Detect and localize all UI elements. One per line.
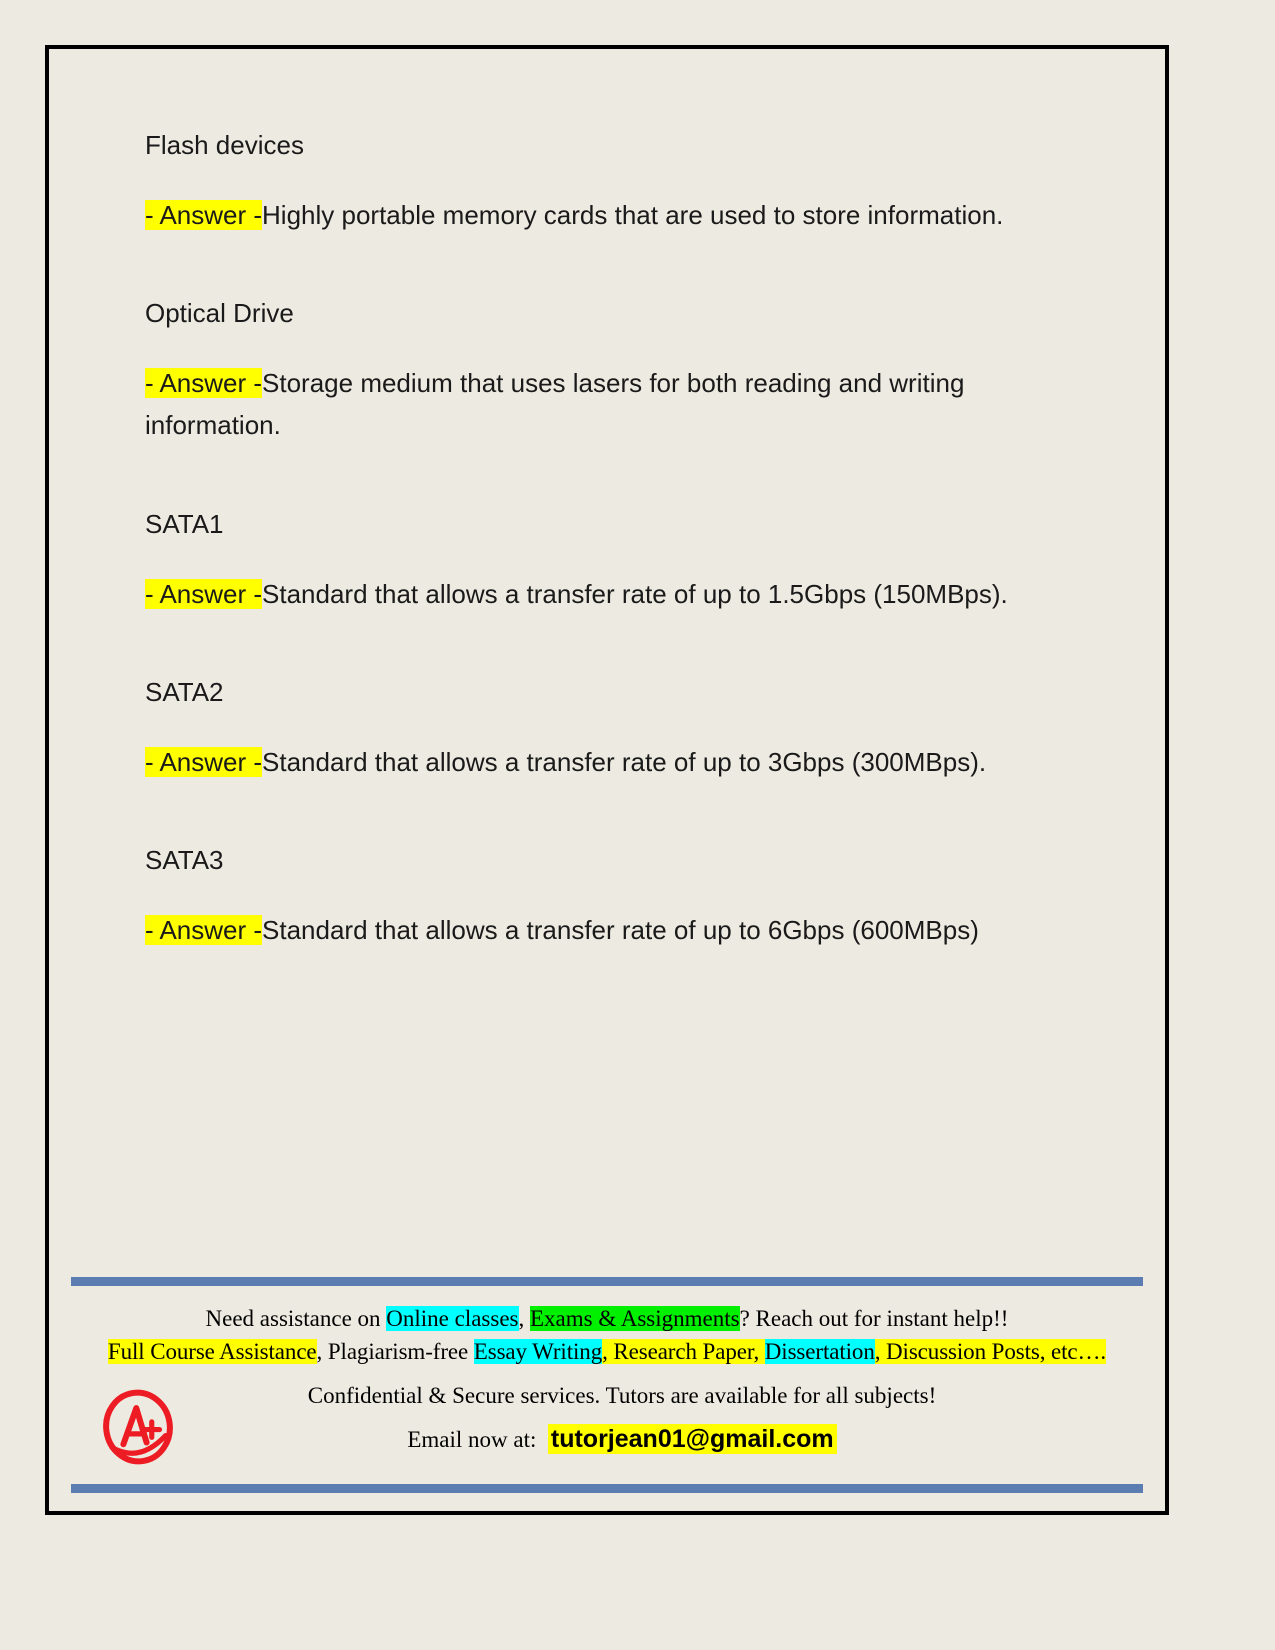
promo-text-lead: Need assistance on [205, 1305, 387, 1331]
promo-text-tail: ? Reach out for instant help!! [739, 1305, 1009, 1331]
term-heading: Flash devices [145, 130, 304, 160]
answer-prefix-highlight: - Answer - [145, 746, 263, 777]
promo-line-1 [49, 1302, 1165, 1335]
qa-entry-flash-devices [145, 124, 1105, 236]
promo-highlight-essay-writing: Essay Writing [473, 1338, 603, 1364]
promo-footer [49, 1277, 1165, 1511]
document-content [145, 124, 1105, 1007]
footer-tagline: Confidential & Secure services. Tutors are available for all subjects! [307, 1383, 937, 1408]
answer-body: Standard that allows a transfer rate of up to 1.5Gbps (150MBps). [262, 578, 1008, 609]
document-page [45, 45, 1169, 1515]
answer-body: Highly portable memory cards that are used to store information. [262, 200, 1004, 231]
footer-email-line [213, 1419, 1031, 1459]
email-label: Email now at: [407, 1426, 537, 1452]
promo-highlight-exams-assignments: Exams & Assignments [530, 1305, 740, 1331]
promo-line-2 [49, 1335, 1165, 1368]
answer-paragraph [145, 573, 1105, 615]
a-plus-grade-icon [95, 1384, 181, 1470]
logo-container [63, 1378, 213, 1470]
footer-divider-bottom [71, 1484, 1143, 1493]
promo-highlight-dissertation: Dissertation [764, 1338, 875, 1364]
footer-contact-block [213, 1378, 1151, 1459]
promo-highlight-full-course-assistance: Full Course Assistance [107, 1338, 317, 1364]
answer-paragraph [145, 909, 1105, 951]
promo-text-plagiarism-free: , Plagiarism-free [316, 1338, 474, 1364]
promo-highlight-online-classes: Online classes [386, 1305, 519, 1331]
footer-divider-top [71, 1277, 1143, 1286]
promo-text-separator: , [518, 1305, 530, 1331]
answer-body: Storage medium that uses lasers for both reading and writing information. [145, 368, 965, 441]
qa-entry-sata1 [145, 503, 1105, 615]
promo-highlight-research-paper: , Research Paper, [602, 1338, 765, 1364]
answer-prefix-highlight: - Answer - [145, 578, 263, 609]
answer-paragraph [145, 362, 1105, 446]
answer-prefix-highlight: - Answer - [145, 200, 263, 231]
qa-entry-sata3 [145, 839, 1105, 951]
answer-body: Standard that allows a transfer rate of up to 3Gbps (300MBps). [262, 746, 987, 777]
footer-lower-row [49, 1368, 1165, 1470]
answer-body: Standard that allows a transfer rate of up to 6Gbps (600MBps) [262, 915, 979, 946]
answer-prefix-highlight: - Answer - [145, 368, 263, 399]
term-heading: SATA1 [145, 508, 224, 539]
term-heading: SATA3 [145, 844, 224, 875]
answer-paragraph [145, 741, 1105, 783]
qa-entry-sata2 [145, 671, 1105, 783]
qa-entry-optical-drive [145, 292, 1105, 446]
term-heading: Optical Drive [145, 298, 294, 329]
term-heading: SATA2 [145, 676, 224, 707]
promo-highlight-discussion-posts: , Discussion Posts, etc…. [874, 1338, 1107, 1364]
answer-prefix-highlight: - Answer - [145, 915, 263, 946]
email-address-link[interactable]: tutorjean01@gmail.com [548, 1424, 837, 1454]
answer-paragraph [145, 194, 1105, 236]
